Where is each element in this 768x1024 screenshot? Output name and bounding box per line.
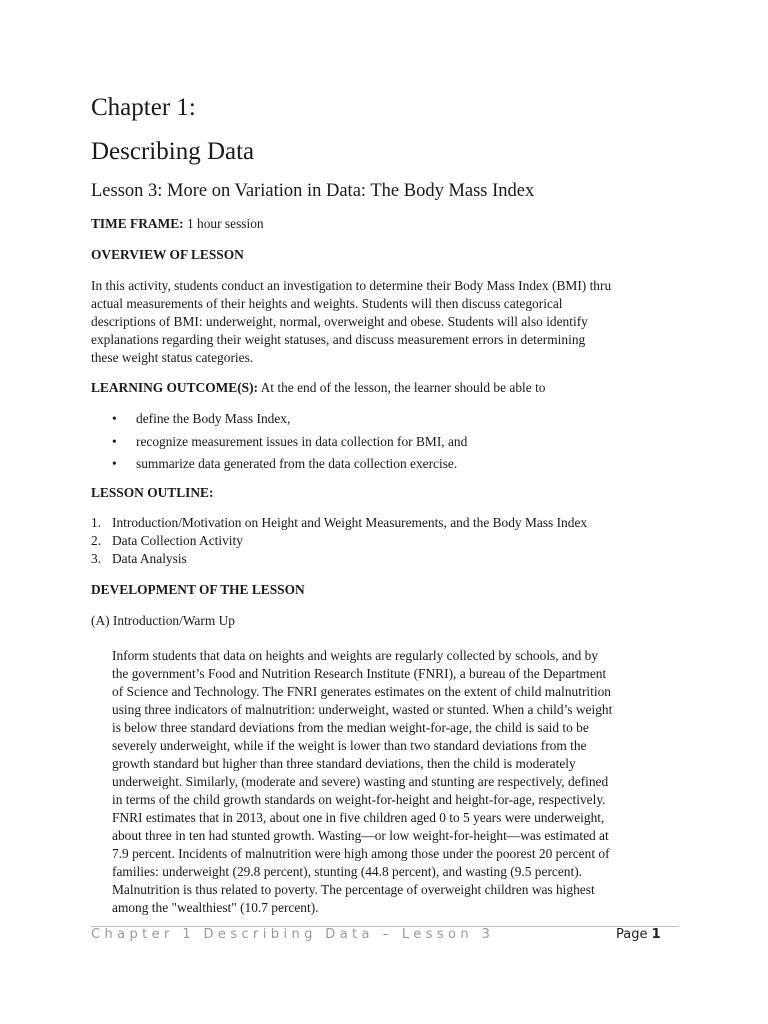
overview-heading: OVERVIEW OF LESSON <box>91 247 244 262</box>
list-item-number: 3. <box>91 551 102 566</box>
list-item <box>91 514 683 532</box>
development-heading: DEVELOPMENT OF THE LESSON <box>91 582 305 597</box>
overview-paragraph: In this activity, students conduct an investigation to determine their Body Mass Index (BMI) thru actual measurements of their heights and weights. Students will then discuss categorical descriptions of BMI: underweight, normal, overweight and obese. Students will also identify explanations regarding their weight statuses, and discuss measurement errors in determining these weight status categories. <box>91 278 612 365</box>
list-item <box>91 410 683 433</box>
time-frame-value: 1 hour session <box>183 216 264 231</box>
time-frame-label: TIME FRAME: <box>91 216 184 231</box>
learning-outcomes-label: LEARNING OUTCOME(S): <box>91 380 259 395</box>
list-item <box>91 550 683 568</box>
list-item-text: Introduction/Motivation on Height and Weight Measurements, and the Body Mass Index <box>112 515 588 530</box>
bullet-icon: • <box>112 456 117 471</box>
list-item <box>91 532 683 550</box>
list-item <box>91 433 683 456</box>
introduction-paragraph: Inform students that data on heights and weights are regularly collected by schools, and by the government’s Food and Nutrition Research Institute (FNRI), a bureau of the Department of Science and Technology. The FNRI generates estimates on the extent of child malnutrition using three indicators of malnutrition: underweight, wasted or stunted. When a child’s weight is below three standard deviations from the median weight-for-age, the child is said to be severely underweight, while if the weight is lower than two standard deviations from the growth standard but higher than three standard deviations, then the child is moderately underweight. Similarly, (moderate and severe) wasting and stunting are respectively, defined in terms of the child growth standards on weight-for-height and height-for-age, respectively. FNRI estimates that in 2013, about one in five children aged 0 to 5 years were underweight, about three in ten had stunted growth. Wasting—or low weight-for-height—was estimated at 7.9 percent. Incidents of malnutrition were high among those under the poorest 20 percent of families: underweight (29.8 percent), stunting (44.8 percent), and wasting (9.5 percent). Malnutrition is thus related to poverty. The percentage of overweight children was highest among the "wealthiest" (10.7 percent). <box>112 648 613 915</box>
learning-outcomes <box>91 379 545 397</box>
list-item-text: Data Analysis <box>112 551 187 566</box>
list-item-text: recognize measurement issues in data collection for BMI, and <box>136 433 468 449</box>
learning-outcomes-intro: At the end of the lesson, the learner should be able to <box>258 380 546 395</box>
list-item-number: 1. <box>91 515 102 530</box>
list-item <box>91 455 683 478</box>
list-item-text: summarize data generated from the data collection exercise. <box>136 456 458 471</box>
page-number: 1 <box>651 927 661 942</box>
time-frame <box>91 215 264 233</box>
page-label: Page <box>616 927 652 942</box>
section-a-heading: (A) Introduction/Warm Up <box>91 613 235 628</box>
bullet-icon: • <box>112 433 117 449</box>
list-item-number: 2. <box>91 533 102 548</box>
learning-outcomes-list <box>91 410 683 478</box>
lesson-outline-heading: LESSON OUTLINE: <box>91 485 214 500</box>
footer-running-title: Chapter 1 Describing Data – Lesson 3 <box>91 927 495 942</box>
footer-page-number <box>616 927 661 942</box>
chapter-number: Chapter 1: <box>91 94 196 121</box>
chapter-title: Describing Data <box>91 138 255 165</box>
bullet-icon: • <box>112 411 117 426</box>
list-item-text: define the Body Mass Index, <box>136 411 291 426</box>
lesson-title: Lesson 3: More on Variation in Data: The Body Mass Index <box>91 181 535 201</box>
lesson-outline-list <box>91 514 683 568</box>
list-item-text: Data Collection Activity <box>112 533 243 548</box>
